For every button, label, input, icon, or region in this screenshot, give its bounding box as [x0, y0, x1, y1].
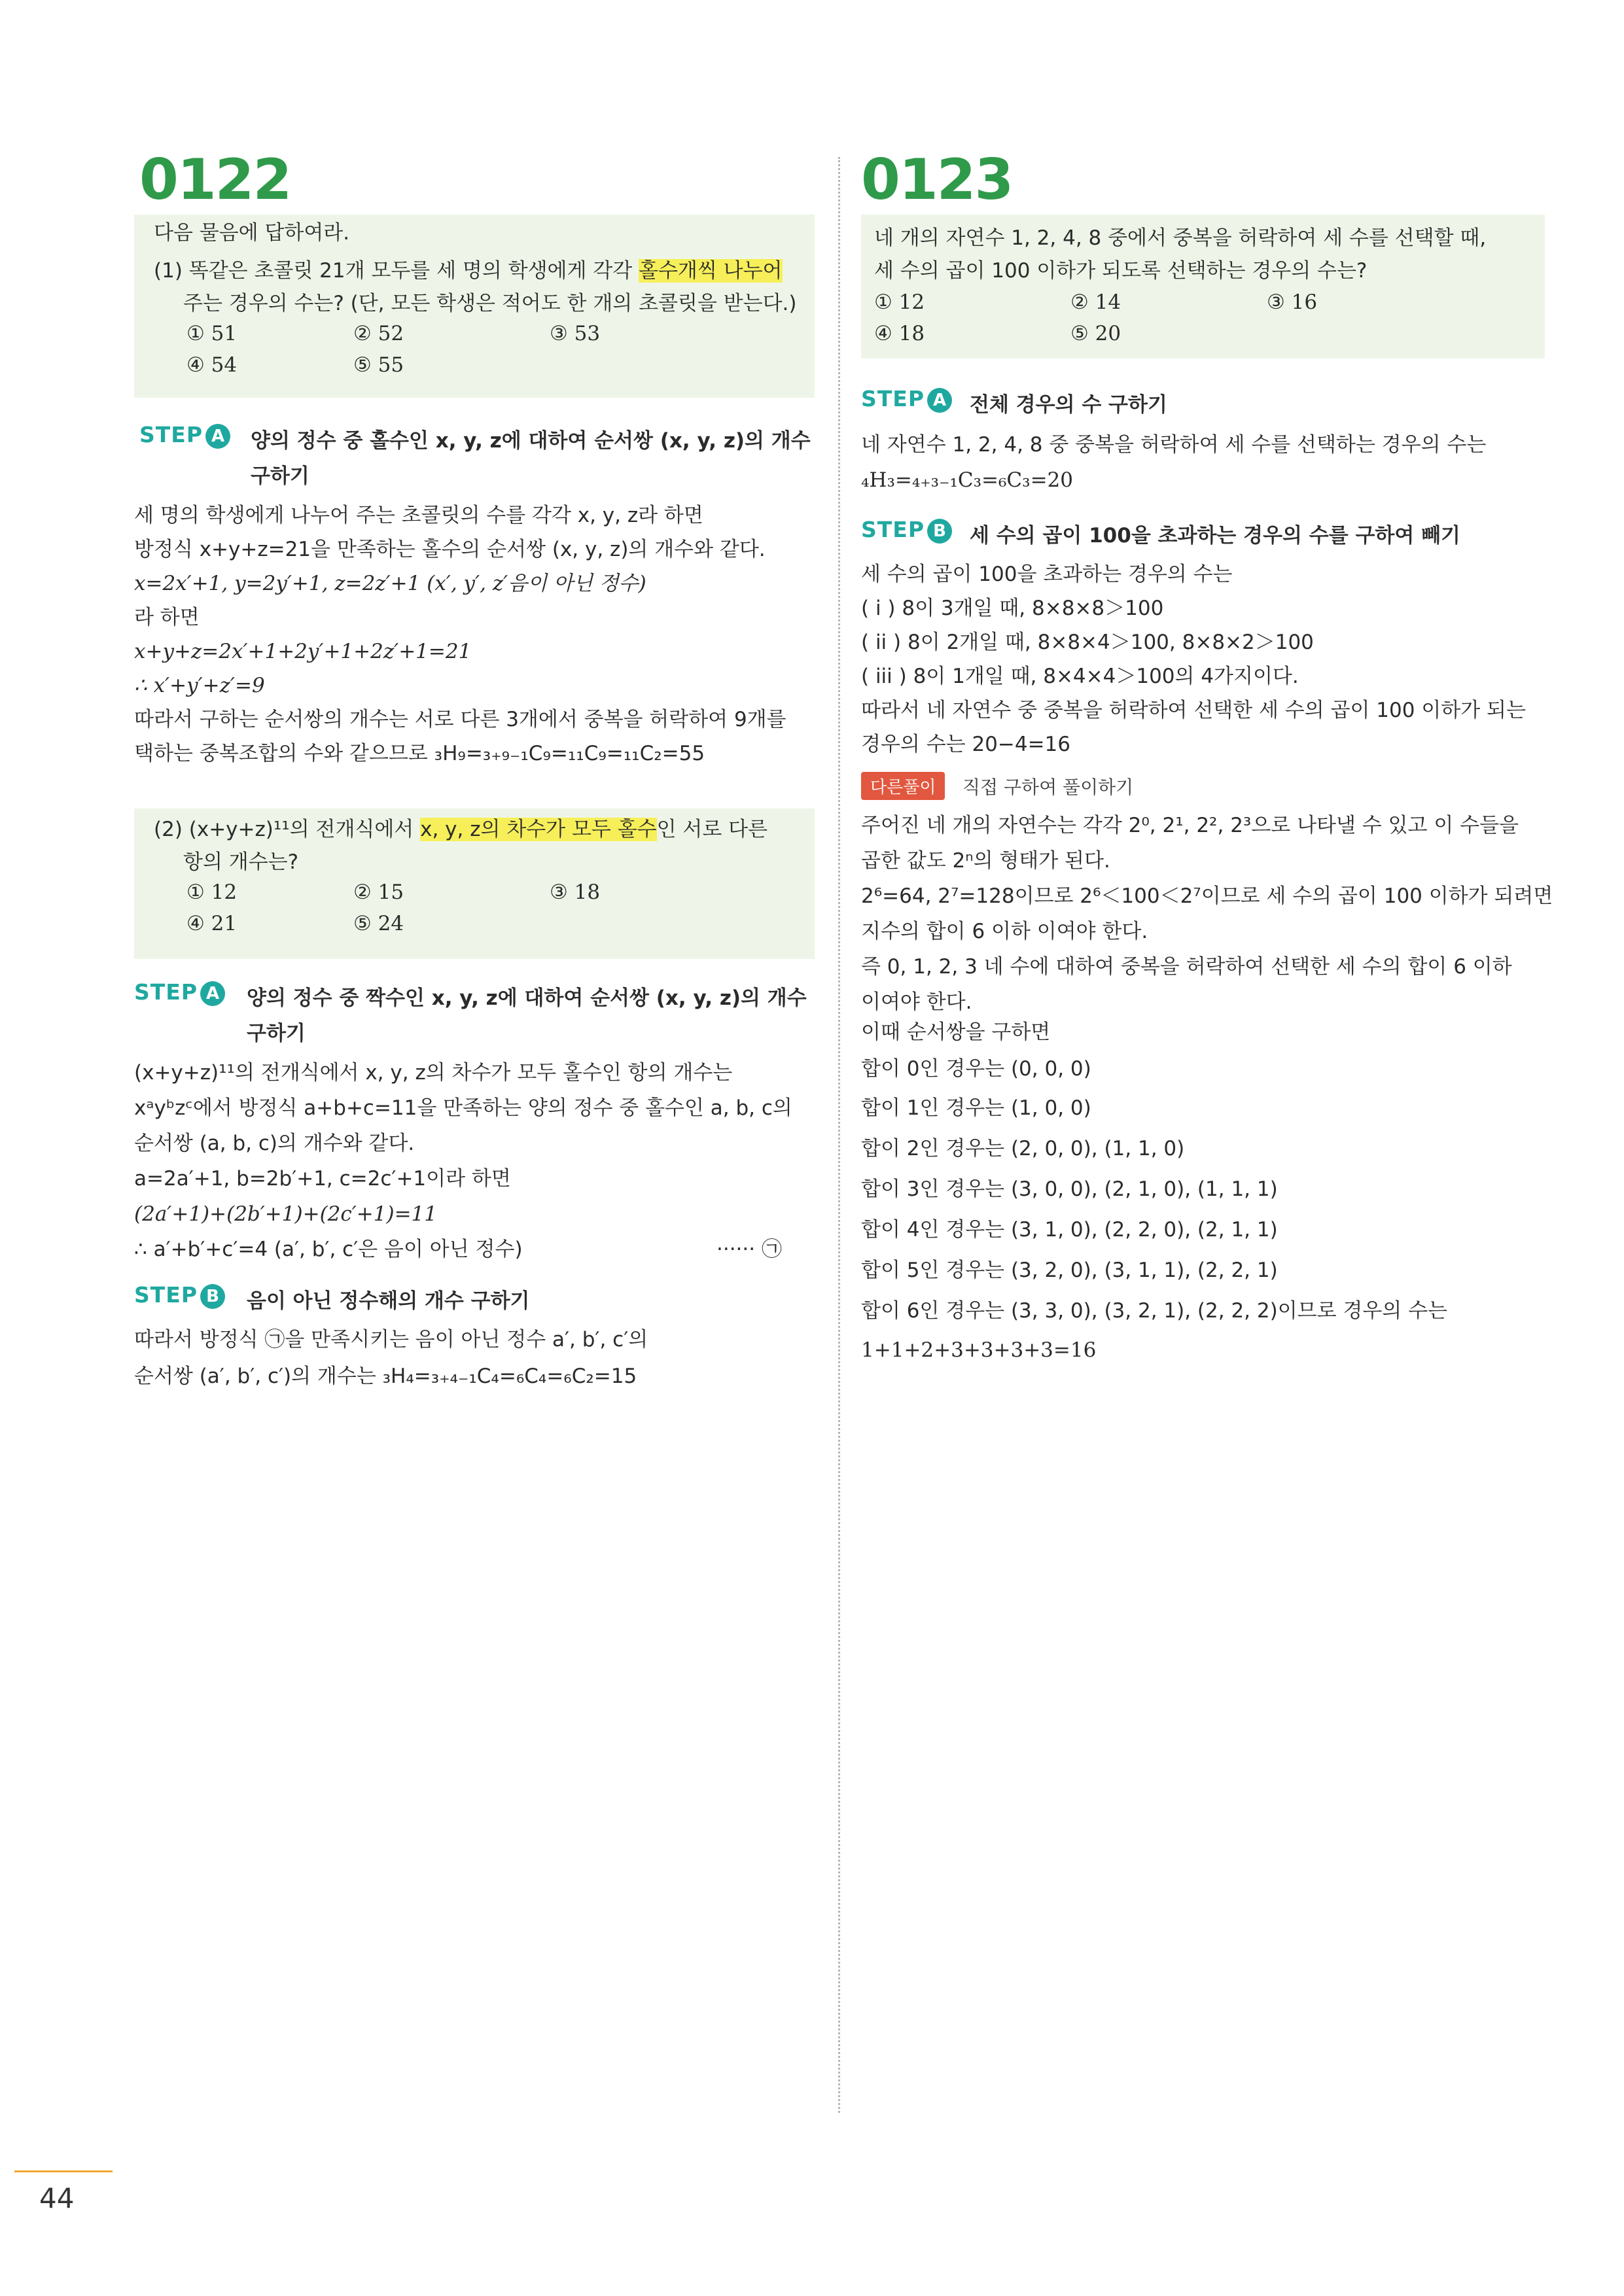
- choice-5: ⑤ 24: [353, 912, 404, 935]
- solution-line: 합이 4인 경우는 (3, 1, 0), (2, 2, 0), (2, 1, 1): [861, 1218, 1278, 1242]
- step-a-label: STEP A: [134, 979, 225, 1006]
- step-a-title: 양의 정수 중 짝수인 x, y, z에 대하여 순서쌍 (x, y, z)의 개수: [247, 986, 807, 1010]
- footer-rule: [14, 2170, 113, 2172]
- solution-line: 라 하면: [134, 606, 200, 629]
- step-a-title: 양의 정수 중 홀수인 x, y, z에 대하여 순서쌍 (x, y, z)의 개수: [251, 429, 811, 453]
- solution-line: 네 자연수 1, 2, 4, 8 중 중복을 허락하여 세 수를 선택하는 경우의 수는: [861, 433, 1487, 457]
- step-a-title: 전체 경우의 수 구하기: [970, 393, 1167, 417]
- choice-3: ③ 53: [550, 322, 601, 345]
- solution-line: 합이 0인 경우는 (0, 0, 0): [861, 1057, 1091, 1081]
- choice-2: ② 15: [353, 880, 404, 904]
- problem-number: 0123: [861, 147, 1013, 213]
- solution-line: 세 수의 곱이 100을 초과하는 경우의 수는: [861, 563, 1233, 586]
- choice-1: ① 12: [874, 290, 925, 314]
- solution-line: ∴ x′+y′+z′=9: [134, 674, 265, 697]
- highlight: 홀수개씩 나누어: [639, 259, 783, 283]
- solution-line: xᵃyᵇzᶜ에서 방정식 a+b+c=11을 만족하는 양의 정수 중 홀수인 a, b, c의: [134, 1096, 792, 1120]
- solution-line: 순서쌍 (a′, b′, c′)의 개수는 ₃H₄=₃₊₄₋₁C₄=₆C₄=₆C₂=15: [134, 1365, 637, 1388]
- solution-line: 합이 3인 경우는 (3, 0, 0), (2, 1, 0), (1, 1, 1): [861, 1177, 1278, 1201]
- solution-line: a=2a′+1, b=2b′+1, c=2c′+1이라 하면: [134, 1167, 511, 1191]
- step-a-title-cont: 구하기: [251, 464, 309, 488]
- solution-line: 따라서 네 자연수 중 중복을 허락하여 선택한 세 수의 곱이 100 이하가 되는: [861, 699, 1526, 722]
- choice-2: ② 52: [353, 322, 404, 345]
- solution-line: 합이 1인 경우는 (1, 0, 0): [861, 1096, 1091, 1120]
- question-2-line1: (2) (x+y+z)¹¹의 전개식에서 x, y, z의 차수가 모두 홀수인 서로 다른: [154, 818, 768, 841]
- choice-5: ⑤ 20: [1070, 322, 1121, 345]
- choice-1: ① 51: [186, 322, 238, 345]
- solution-line: 주어진 네 개의 자연수는 각각 2⁰, 2¹, 2², 2³으로 나타낼 수 있고 이 수들을: [861, 814, 1519, 837]
- problem-number: 0122: [139, 147, 291, 213]
- choice-3: ③ 18: [550, 880, 601, 904]
- solution-line: ∴ a′+b′+c′=4 (a′, b′, c′은 음이 아닌 정수): [134, 1238, 523, 1261]
- solution-line: 경우의 수는 20−4=16: [861, 733, 1071, 756]
- solution-line: 합이 6인 경우는 (3, 3, 0), (3, 2, 1), (2, 2, 2)이므로 경우의 수는: [861, 1299, 1447, 1323]
- solution-line: 따라서 구하는 순서쌍의 개수는 서로 다른 3개에서 중복을 허락하여 9개를: [134, 708, 786, 731]
- solution-line: (2a′+1)+(2b′+1)+(2c′+1)=11: [134, 1202, 438, 1226]
- equation-marker: ······ ㉠: [716, 1238, 782, 1261]
- question-2-line2: 항의 개수는?: [183, 850, 299, 874]
- solution-line: 방정식 x+y+z=21을 만족하는 홀수의 순서쌍 (x, y, z)의 개수와 같다.: [134, 538, 766, 561]
- step-a-label: STEP A: [861, 386, 952, 413]
- solution-line: 1+1+2+3+3+3+3=16: [861, 1338, 1097, 1362]
- choice-4: ④ 18: [874, 322, 925, 345]
- solution-line: 따라서 방정식 ㉠을 만족시키는 음이 아닌 정수 a′, b′, c′의: [134, 1328, 648, 1351]
- column-divider: [838, 157, 840, 2113]
- solution-line: 합이 5인 경우는 (3, 2, 0), (3, 1, 1), (2, 2, 1): [861, 1259, 1278, 1282]
- step-b-label: STEP B: [134, 1282, 225, 1309]
- solution-line: x+y+z=2x′+1+2y′+1+2z′+1=21: [134, 640, 472, 663]
- solution-line: x=2x′+1, y=2y′+1, z=2z′+1 (x′, y′, z′음이 아닌 정수): [134, 572, 646, 595]
- step-a-label: STEP A: [139, 422, 230, 449]
- instruction: 다음 물음에 답하여라.: [154, 221, 350, 245]
- solution-line: (x+y+z)¹¹의 전개식에서 x, y, z의 차수가 모두 홀수인 항의 개수는: [134, 1061, 733, 1085]
- solution-line: ( iii ) 8이 1개일 때, 8×4×4＞100의 4가지이다.: [861, 665, 1299, 688]
- problem-line: 세 수의 곱이 100 이하가 되도록 선택하는 경우의 수는?: [874, 259, 1368, 283]
- choice-4: ④ 54: [186, 353, 238, 377]
- solution-line: ₄H₃=₄₊₃₋₁C₃=₆C₃=20: [861, 468, 1073, 492]
- solution-line: 곱한 값도 2ⁿ의 형태가 된다.: [861, 849, 1110, 873]
- solution-line: 세 명의 학생에게 나누어 주는 초콜릿의 수를 각각 x, y, z라 하면: [134, 504, 703, 527]
- solution-line: ( ii ) 8이 2개일 때, 8×8×4＞100, 8×8×2＞100: [861, 631, 1314, 654]
- question-1-line1: (1) 똑같은 초콜릿 21개 모두를 세 명의 학생에게 각각 홀수개씩 나누어: [154, 259, 783, 283]
- step-b-label: STEP B: [861, 517, 952, 544]
- solution-line: 이여야 한다.: [861, 990, 972, 1014]
- solution-line: 택하는 중복조합의 수와 같으므로 ₃H₉=₃₊₉₋₁C₉=₁₁C₉=₁₁C₂=55: [134, 742, 705, 765]
- choice-3: ③ 16: [1267, 290, 1318, 314]
- step-b-title: 음이 아닌 정수해의 개수 구하기: [247, 1289, 530, 1313]
- step-a-title-cont: 구하기: [247, 1022, 306, 1045]
- solution-line: 지수의 합이 6 이하 이여야 한다.: [861, 920, 1148, 943]
- solution-line: 순서쌍 (a, b, c)의 개수와 같다.: [134, 1132, 415, 1155]
- choice-4: ④ 21: [186, 912, 238, 935]
- highlight: x, y, z의 차수가 모두 홀수: [420, 818, 657, 841]
- solution-line: 합이 2인 경우는 (2, 0, 0), (1, 1, 0): [861, 1137, 1185, 1160]
- solution-line: ( i ) 8이 3개일 때, 8×8×8＞100: [861, 597, 1164, 620]
- alternative-solution-title: 직접 구하여 풀이하기: [962, 776, 1134, 798]
- page-number: 44: [39, 2182, 75, 2214]
- step-b-title: 세 수의 곱이 100을 초과하는 경우의 수를 구하여 빼기: [970, 524, 1460, 548]
- problem-line: 네 개의 자연수 1, 2, 4, 8 중에서 중복을 허락하여 세 수를 선택할 때,: [874, 226, 1487, 250]
- choice-1: ① 12: [186, 880, 238, 904]
- solution-line: 2⁶=64, 2⁷=128이므로 2⁶＜100＜2⁷이므로 세 수의 곱이 100 이하가 되려면: [861, 884, 1553, 908]
- choice-2: ② 14: [1070, 290, 1121, 314]
- question-1-line2: 주는 경우의 수는? (단, 모든 학생은 적어도 한 개의 초콜릿을 받는다.): [183, 292, 797, 315]
- choice-5: ⑤ 55: [353, 353, 404, 377]
- solution-line: 즉 0, 1, 2, 3 네 수에 대하여 중복을 허락하여 선택한 세 수의 합이 6 이하: [861, 955, 1512, 979]
- alternative-solution-badge: 다른풀이: [861, 772, 945, 800]
- solution-line: 이때 순서쌍을 구하면: [861, 1020, 1051, 1044]
